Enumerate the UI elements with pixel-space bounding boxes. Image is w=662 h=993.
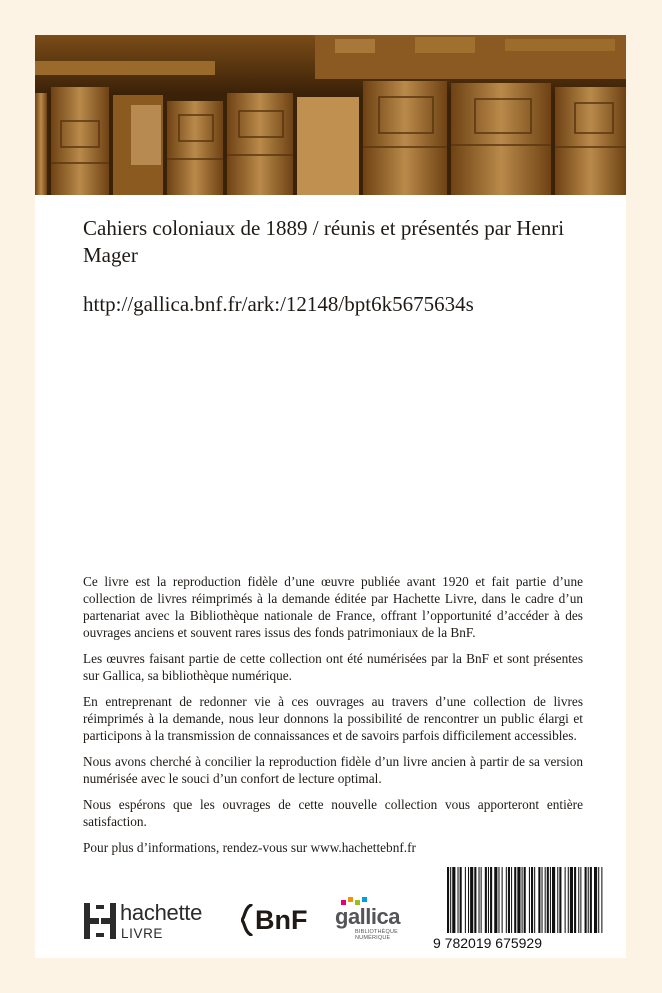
barcode-bar bbox=[511, 867, 512, 933]
barcode-bar bbox=[506, 867, 507, 933]
barcode-bar bbox=[481, 867, 482, 933]
barcode-bar bbox=[534, 867, 535, 933]
paragraph: En entreprenant de redonner vie à ces ouvrages au travers d’une collection de livres réimprimés à la demande, nous leur donnons la possibilité de rencontrer un public élargi et participons à la transmission de connaissances et de savoirs parfois difficilement accessibles. bbox=[83, 694, 583, 743]
barcode-bar bbox=[474, 867, 476, 933]
barcode-bar bbox=[538, 867, 540, 933]
barcode-bar bbox=[594, 867, 597, 933]
barcode-bar bbox=[522, 867, 523, 933]
barcode-bar bbox=[568, 867, 569, 933]
barcode-bars bbox=[433, 867, 609, 935]
barcode-bar bbox=[529, 867, 530, 933]
barcode-bar bbox=[490, 867, 492, 933]
paragraph: Pour plus d’informations, rendez-vous sur www.hachettebnf.fr bbox=[83, 840, 416, 855]
barcode-bar bbox=[447, 867, 449, 933]
barcode-bar bbox=[479, 867, 480, 933]
paragraph: Les œuvres faisant partie de cette collection ont été numérisées par la BnF et sont présentes sur Gallica, sa bibliothèque numérique. bbox=[83, 651, 583, 683]
hachette-livre-logo bbox=[84, 900, 216, 942]
paragraph: Nous espérons que les ouvrages de cette nouvelle collection vous apporteront entière satisfaction. bbox=[83, 797, 583, 829]
barcode-bar bbox=[488, 867, 489, 933]
barcode-bar bbox=[585, 867, 587, 933]
barcode-bar bbox=[508, 867, 510, 933]
barcode-bar bbox=[580, 867, 581, 933]
gallica-logo bbox=[335, 897, 407, 943]
paragraph: Ce livre est la reproduction fidèle d’une œuvre publiée avant 1920 et fait partie d’une collection de livres réimprimés à la demande éditée par Hachette Livre, dans le cadre d’un partenariat avec la Bibliothèque nationale de France, offrant l’opportunité d’accéder à des ouvrages anciens et souvent rares issus des fonds patrimoniaux de la BnF. bbox=[83, 574, 583, 640]
barcode-bar bbox=[598, 867, 599, 933]
barcode-bar bbox=[601, 867, 602, 933]
bnf-bracket-icon bbox=[241, 904, 253, 936]
gallica-wordmark: gallica bbox=[335, 904, 400, 929]
barcode-bar bbox=[485, 867, 487, 933]
barcode-bar bbox=[470, 867, 473, 933]
barcode-bar bbox=[557, 867, 558, 933]
barcode-bar bbox=[502, 867, 503, 933]
hachette-subtitle: LIVRE bbox=[121, 926, 164, 941]
gallica-subtitle: BIBLIOTHÈQUE NUMÉRIQUE bbox=[355, 929, 399, 941]
book-title: Cahiers coloniaux de 1889 / réunis et présentés par Henri Mager bbox=[83, 216, 565, 267]
barcode-bar bbox=[498, 867, 499, 933]
barcode-bar bbox=[531, 867, 533, 933]
isbn-barcode bbox=[433, 867, 609, 953]
description-block bbox=[83, 573, 583, 865]
barcode-bar bbox=[465, 867, 466, 933]
isbn-number: 9 782019 675929 bbox=[433, 935, 542, 951]
barcode-bar bbox=[460, 867, 462, 933]
barcode-bar bbox=[450, 867, 451, 933]
barcode-bar bbox=[494, 867, 497, 933]
hachette-mark-icon bbox=[84, 903, 116, 939]
paragraph: Nous avons cherché à concilier la reproduction fidèle d’un livre ancien à partir de sa version numérisée avec le souci d’un confort de lecture optimal. bbox=[83, 754, 583, 786]
barcode-bar bbox=[550, 867, 551, 933]
barcode-bar bbox=[565, 867, 566, 933]
barcode-bar bbox=[517, 867, 520, 933]
barcode-bar bbox=[545, 867, 546, 933]
books-banner-image bbox=[35, 35, 626, 195]
barcode-bar bbox=[588, 867, 589, 933]
barcode-bar bbox=[547, 867, 549, 933]
barcode-bar bbox=[524, 867, 526, 933]
cover-sheet bbox=[35, 35, 626, 958]
barcode-bar bbox=[578, 867, 579, 933]
barcode-bar bbox=[452, 867, 455, 933]
bnf-wordmark: BnF bbox=[255, 905, 308, 935]
barcode-bar bbox=[590, 867, 592, 933]
barcode-bar bbox=[552, 867, 555, 933]
barcode-bar bbox=[458, 867, 459, 933]
barcode-bar bbox=[514, 867, 516, 933]
hachette-wordmark: hachette bbox=[120, 900, 203, 925]
barcode-bar bbox=[574, 867, 576, 933]
bnf-logo bbox=[241, 903, 315, 937]
barcode-bar bbox=[542, 867, 543, 933]
book-url: http://gallica.bnf.fr/ark:/12148/bpt6k5675634s bbox=[83, 292, 474, 316]
barcode-bar bbox=[468, 867, 469, 933]
barcode-bar bbox=[559, 867, 561, 933]
barcode-bar bbox=[570, 867, 573, 933]
